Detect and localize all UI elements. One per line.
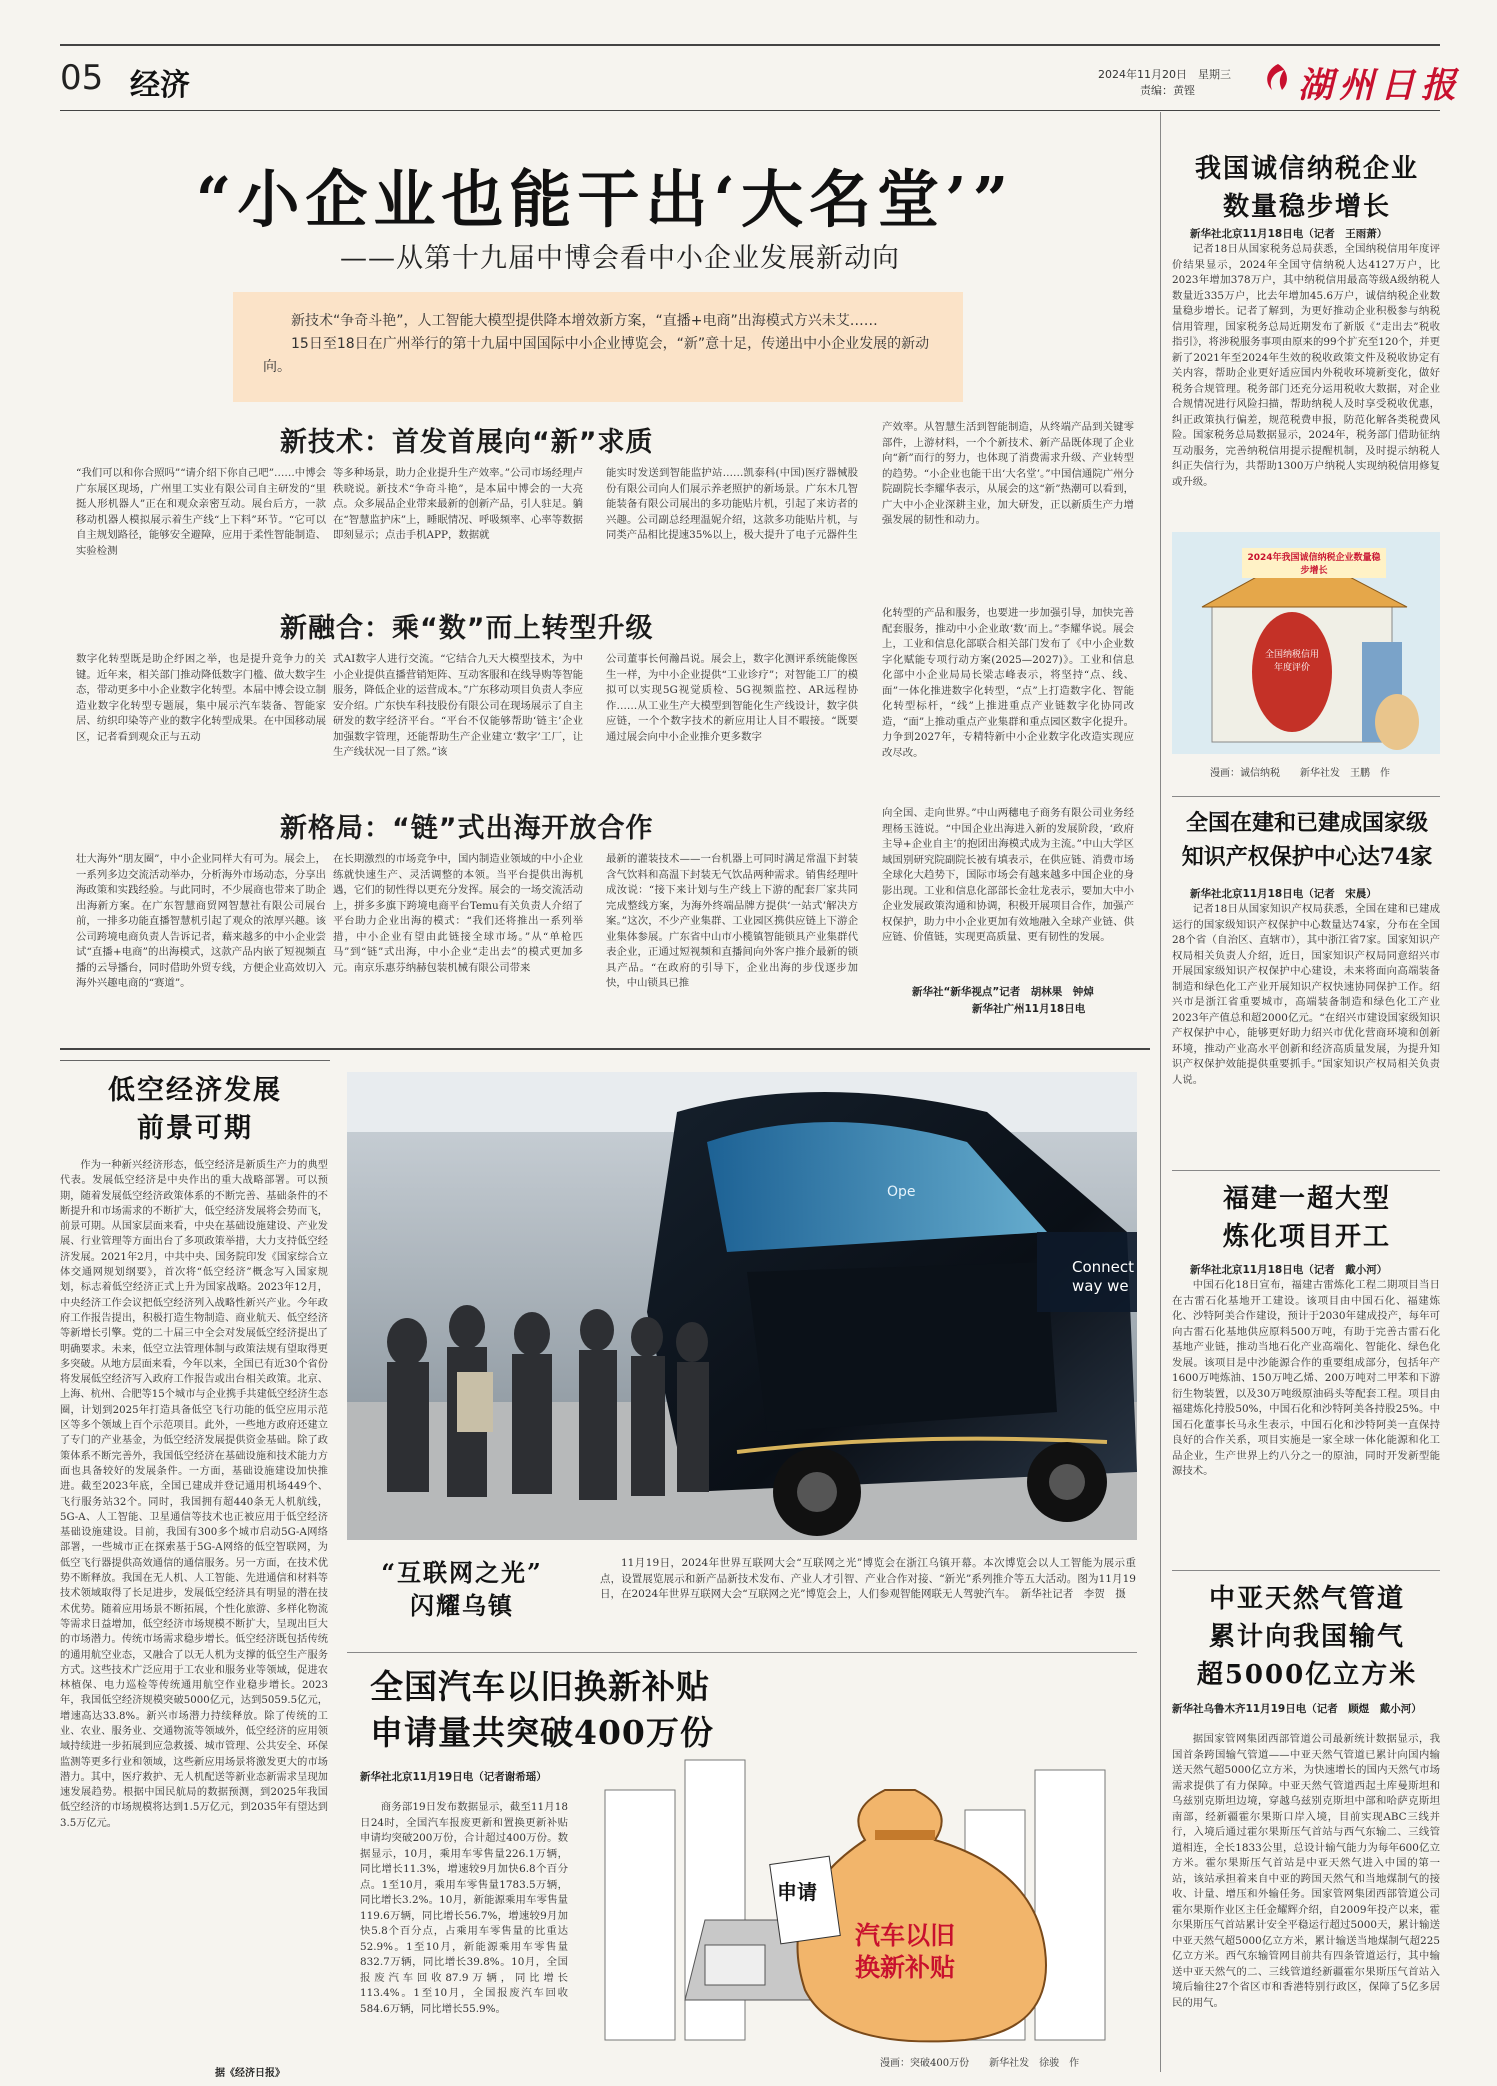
title-line: 中亚天然气管道 bbox=[1208, 1584, 1405, 1614]
title-line: 全国在建和已建成国家级 bbox=[1185, 810, 1428, 836]
section-heading: 新融合：乘“数”而上转型升级 bbox=[280, 613, 654, 644]
title-line: 炼化项目开工 bbox=[1222, 1222, 1391, 1252]
title-line: 我国诚信纳税企业 bbox=[1194, 154, 1419, 184]
article-column: 在长期激烈的市场竞争中，国内制造业领域的中小企业练就快速生产、灵活调整的本领。当平台提供出海机遇，它们的韧性得以更充分发挥。展会的一场交流活动上，拼多多旗下跨境电商平台Temu有关负责人介绍了平台助力企业出海的模式：“我们还将推出一系列举措，中小企业有望由此链接全球市场。”从“单枪匹马”到“链”式出海，中小企业“走出去”的模式更加多元。南京乐惠芬纳赫包装机械有限公司带来 bbox=[333, 853, 583, 974]
lead-dateline: 新华社广州11月18日电 bbox=[972, 1003, 1086, 1015]
gas-byline: 新华社乌鲁木齐11月19日电（记者 顾煜 戴小河） bbox=[1172, 1703, 1422, 1715]
lead-subtitle: ——从第十九届中博会看中小企业发展新动向 bbox=[340, 243, 900, 274]
cartoon-label bbox=[855, 1920, 955, 1984]
fujian-byline: 新华社北京11月18日电（记者 戴小河） bbox=[1190, 1264, 1388, 1276]
sidebar-divider bbox=[1160, 112, 1161, 2072]
title-line: 知识产权保护中心达74家 bbox=[1181, 844, 1433, 870]
auto-rule bbox=[347, 1652, 1137, 1653]
ip-rule bbox=[1172, 796, 1440, 797]
bus-screen-line: Connect bbox=[1072, 1258, 1135, 1276]
issue-date: 2024年11月20日 星期三 bbox=[1098, 68, 1231, 81]
title-line: 累计向我国输气 bbox=[1208, 1622, 1405, 1652]
money-bag-icon bbox=[585, 1750, 1135, 2050]
lead-byline: 新华社“新华视点”记者 胡林果 钟焯 bbox=[912, 986, 1094, 998]
lead-intro-box bbox=[233, 292, 963, 402]
tax-cartoon bbox=[1172, 532, 1440, 754]
fujian-rule bbox=[1172, 1170, 1440, 1171]
editor: 责编：黄铿 bbox=[1140, 84, 1195, 97]
low-altitude-rule bbox=[60, 1060, 330, 1061]
cartoon-label-line: 汽车以旧 bbox=[855, 1921, 956, 1950]
auto-title bbox=[370, 1664, 810, 1756]
gas-title bbox=[1172, 1580, 1442, 1694]
bus-brand: Ope bbox=[887, 1184, 916, 1200]
auto-body: 商务部19日发布数据显示，截至11月18日24时，全国汽车报废更新和置换更新补贴申请均突破200万份，合计超过400万份。数据显示，10月，乘用车零售量226.1万辆，同比增长11.3%，增速较9月加快6.8个百分点。1至10月，乘用车零售量1783.5万辆，同比增长3.2%。10月，新能源乘用车零售量119.6万辆，同比增长56.7%，增速较9月加快5.8个百分点，占乘用车零售量的比重达52.9%。1至10月，新能源乘用车零售量832.7万辆，同比增长39.8%。10月，全国报废汽车回收87.9万辆，同比增长113.4%。1至10月，全国报废汽车回收584.6万辆，同比增长55.9%。 bbox=[360, 1801, 568, 2015]
article-column: 向全国、走向世界。”中山两穗电子商务有限公司业务经理杨玉涟说。“中国企业出海进入新的发展阶段，‘政府主导+企业自主’的抱团出海模式成为主流。”中山大学区域国别研究院副院长被有填表示，在供应链、消费市场全球化大趋势下，国际市场会有越来越多中国企业的身影出现。工业和信息化部部长金壮龙表示，要加大中小企业发展政策沟通和协调，积极开展项目合作，加强产权保护，助力中小企业更加有效地融入全球产业链、供应链、价值链，实现更高质量、更有韧性的发展。 bbox=[882, 807, 1134, 943]
cartoon-label-line: 换新补贴 bbox=[855, 1953, 956, 1982]
lead-title: “小企业也能干出‘大名堂’” bbox=[195, 163, 1015, 236]
title-line: 数量稳步增长 bbox=[1222, 192, 1391, 222]
title-line: 低空经济发展 bbox=[108, 1075, 282, 1106]
low-altitude-source: 据《经济日报》 bbox=[215, 2068, 285, 2079]
ip-body: 记者18日从国家知识产权局获悉，全国在建和已建成运行的国家级知识产权保护中心数量达74家，分布在全国28个省（自治区、直辖市），其中浙江省7家。国家知识产权局相关负责人介绍，近日，国家知识产权局同意绍兴市开展国家级知识产权保护中心建设，未来将面向高端装备制造和绿色化工产业开展知识产权快速协同保护工作。绍兴市是浙江省重要城市，高端装备制造和绿色化工产业2023年产值总和超2000亿元。“在绍兴市建设国家级知识产权保护中心，能够更好助力绍兴市优化营商环境和创新环境，推动产业高水平创新和经济高质量发展，为提升知识产权保护效能提供重要抓手。”国家知识产权局相关负责人说。 bbox=[1172, 903, 1440, 1086]
cartoon-sign: 申请 bbox=[777, 1880, 817, 1904]
lead-bottom-rule bbox=[60, 1048, 1150, 1050]
title-line: 申请量共突破400万份 bbox=[370, 1713, 714, 1752]
ip-byline: 新华社北京11月18日电（记者 宋晨） bbox=[1190, 888, 1377, 900]
photo-scene bbox=[347, 1072, 1137, 1540]
tax-body: 记者18日从国家税务总局获悉，全国纳税信用年度评价结果显示，2024年全国守信纳税人达4127万户，比2023年增加378万户，其中纳税信用最高等级A级纳税人数量近335万户，比去年增加45.6万户，诚信纳税企业数量稳步增长。记者了解到，为更好推动企业积极参与纳税信用管理，国家税务总局近期发布了新版《“走出去”税收指引》，将涉税服务事项由原来的99个扩充至120个，并更新了2021年至2024年生效的税收政策文件及税收协定有关内容，帮助企业更好适应国内外税收环境新变化，做好税务合规管理。税务部门还充分运用税收大数据，对企业合规情况进行风险扫描，帮助纳税人及时享受税收优惠，纠正政策执行偏差，规范税费申报，防范化解各类税费风险。国家税务总局数据显示，2024年，税务部门借助征纳互动服务，完善纳税信用提示提醒机制，及时提示纳税人纠正失信行为，共帮助1300万户纳税人实现纳税信用修复或升级。 bbox=[1172, 243, 1440, 488]
lead-intro-paragraph: 15日至18日在广州举行的第十九届中国国际中小企业博览会，“新”意十足，传递出中小企业发展的新动向。 bbox=[263, 336, 930, 375]
article-column: 能实时发送到智能监护站……凯泰科(中国)医疗器械股份有限公司向人们展示养老照护的新场景。广东木几智能装备有限公司展出的多功能贴片机，引起了来访者的兴趣。公司副总经理温妮介绍，这款多功能贴片机，与同类产品相比提速35%以上，极大提升了电子元器件生 bbox=[606, 467, 858, 541]
auto-cartoon-credit: 漫画：突破400万份 新华社发 徐骏 作 bbox=[880, 2058, 1080, 2069]
masthead: 湖州日报 bbox=[1298, 65, 1463, 106]
title-line: 闪耀乌镇 bbox=[410, 1591, 514, 1620]
article-column: 壮大海外“朋友圈”，中小企业同样大有可为。展会上，一系列多边交流活动举办，分析海外市场动态，分享出海政策和实践经验。与此同时，不少展商也带来了助企出海新方案。在广东智慧商贸网智慧社有限公司展台前，一排多功能直播智慧机引起了观众的浓厚兴趣。该公司跨境电商负责人告诉记者，藉来越多的中小企业尝试“直播+电商”的出海模式，这款产品内嵌了短视频直播的云导播台，同时借助外贸专线，方便企业高效切入海外兴趣电商的“赛道”。 bbox=[76, 853, 326, 989]
title-line: 前景可期 bbox=[137, 1113, 253, 1144]
photo-title bbox=[347, 1556, 577, 1622]
section-name: 经济 bbox=[130, 68, 190, 103]
article-column: 公司董事长何瀚昌说。展会上，数字化测评系统能像医生一样，为中小企业提供“工业诊疗”；对智能工厂的模拟可以实现5G视觉质检、5G视频监控、AR远程协作……从工业生产大模型到智能化生产线设计，数字供应链，一个个数字技术的新应用让人目不暇接。“既要通过展会向中小企业推介更多数字 bbox=[606, 653, 858, 743]
gas-body: 据国家管网集团西部管道公司最新统计数据显示，我国首条跨国输气管道——中亚天然气管道已累计向国内输送天然气超5000亿立方米，为快速增长的国内天然气市场需求提供了有力保障。中亚天然气管道西起土库曼斯坦和乌兹别克斯坦边境，穿越乌兹别克斯坦中部和哈萨克斯坦南部，经新疆霍尔果斯口岸入境，目前实现ABC三线并行，入境后通过霍尔果斯压气首站与西气东输二、三线管道相连，全长1833公里，总设计输气能力为每年600亿立方米。霍尔果斯压气首站是中亚天然气进入中国的第一站，该站承担着来自中亚的跨国天然气和当地煤制气的接收、计量、增压和外输任务。国家管网集团西部管道公司霍尔果斯作业区主任金耀辉介绍，自2009年投产以来，霍尔果斯压气首站累计安全平稳运行超过5000天，累计输送中亚天然气超5000亿立方米，累计输送当地煤制气超225亿立方米。西气东输管网目前共有四条管道运行，其中输送中亚天然气的二、三线管道经新疆霍尔果斯压气首站入境后输往27个省区市和香港特别行政区，保障了5亿多居民的用气。 bbox=[1172, 1733, 1440, 2009]
section-heading: 新技术：首发首展向“新”求质 bbox=[280, 427, 654, 458]
article-column: 最新的灌装技术——一台机器上可同时满足常温下封装含气饮料和高温下封装无气饮品两种需求。销售经理叶成汝说：“接下来计划与生产线上下游的配套厂家共同完成整线方案，为海外终端品牌方提供‘一站式’解决方案。”这次，不少产业集群、工业园区携供应链上下游企业集体参展。广东省中山市小榄镇智能锁具产业集群代表企业，正通过短视频和直播间向外客户推介最新的锁具产品。“在政府的引导下，企业出海的步伐逐步加快，中山锁具已推 bbox=[606, 853, 858, 989]
fujian-body: 中国石化18日宣布，福建古雷炼化工程二期项目当日在古雷石化基地开工建设。该项目由中国石化、福建炼化、沙特阿美合作建设，预计于2030年建成投产，每年可向古雷石化基地供应原料500万吨，有助于完善古雷石化基地产业链，推动当地石化产业高端化、智能化、绿色化发展。该项目是中沙能源合作的重要组成部分，包括年产1600万吨炼油、150万吨乙烯、200万吨对二甲苯和下游衍生物装置，以及30万吨级原油码头等配套工程。项目由福建炼化持股50%，中国石化和沙特阿美各持股25%。中国石化董事长马永生表示，中国石化和沙特阿美一直保持良好的合作关系，项目实施是一家全球一体化能源和化工品企业，生产世界上约八分之一的原油，同时开发新型能源技术。 bbox=[1172, 1279, 1440, 1477]
ip-title bbox=[1172, 806, 1442, 874]
auto-byline: 新华社北京11月19日电（记者谢希瑶） bbox=[360, 1771, 547, 1783]
lead-intro-paragraph: 新技术“争奇斗艳”，人工智能大模型提供降本增效新方案，“直播+电商”出海模式方兴未艾…… bbox=[291, 313, 878, 329]
header-rule bbox=[60, 110, 1440, 111]
tax-cartoon-label: 全国纳税信用年度评价 bbox=[1264, 650, 1319, 673]
title-line: 福建一超大型 bbox=[1222, 1184, 1391, 1214]
tax-title bbox=[1172, 150, 1442, 226]
tax-cartoon-title: 2024年我国诚信纳税企业数量稳步增长 bbox=[1242, 548, 1386, 578]
fujian-title bbox=[1172, 1180, 1442, 1256]
tax-byline: 新华社北京11月18日电（记者 王雨萧） bbox=[1190, 228, 1388, 240]
low-altitude-body: 作为一种新兴经济形态，低空经济是新质生产力的典型代表。发展低空经济是中央作出的重大战略部署。可以预期，随着发展低空经济政策体系的不断完善、基础条件的不断提升和市场需求的不断扩大，低空经济发展将会势而飞，前景可期。从国家层面来看，中央在基础设施建设、产业发展、行业管理等方面出台了多项政策举措，大力支持低空经济发展。2021年2月，中共中央、国务院印发《国家综合立体交通网规划纲要》，首次将“低空经济”概念写入国家规划，标志着低空经济正式上升为国家战略。2023年12月，中央经济工作会议把低空经济列入战略性新兴产业。今年政府工作报告提出，积极打造生物制造、商业航天、低空经济等新增长引擎。党的二十届三中全会对发展低空经济提出了明确要求。未来，低空立法管理体制与政策法规有望取得更多突破。从地方层面来看，今年以来，全国已有近30个省份将发展低空经济写入政府工作报告或出台相关政策。北京、上海、杭州、合肥等15个城市与企业携手共建低空经济生态圈，计划到2025年打造具备低空飞行功能的低空应用示范区等多个领域上百个示范项目。此外，一些地方政府还建立了专门的产业基金，为低空经济发展提供资金基础。除了政策体系不断完善外，我国低空经济在基础设施和技术能力方面也具备较好的发展条件。一方面，基础设施建设加快推进。截至2023年底，全国已建成并登记通用机场449个、飞行服务站32个。同时，我国拥有超440条无人机航线，5G-A、人工智能、卫星通信等技术也正被应用于低空经济基础设施建设。目前，我国有300多个城市启动5G-A网络部署，一些城市正在探索基于5G-A网络的低空智联网，为低空飞行器提供高效通信的通信服务。另一方面，在技术优势不断释放。我国在无人机、人工智能、先进通信和材料等技术领域取得了长足进步，发展低空经济具有明显的潜在技术优势。随着应用场景不断拓展，个性化旅游、多样化物流等需求日益增加，低空经济市场规模不断扩大，呈现出巨大的市场潜力。传统市场需求稳步增长。低空经济既包括传统的通用航空业态，又融合了以无人机为支撑的低空生产服务方式。这些技术广泛应用于工农业和服务业等领域，促进农林植保、电力巡检等传统通用航空作业稳步增长。2023年，我国低空经济规模突破5000亿元，达到5059.5亿元，增速高达33.8%。新兴市场潜力持续释放。除了传统的工业、农业、服务业、交通物流等领域外，低空经济的应用领域持续进一步拓展到应急救援、城市管理、公共安全、环保监测等更多行业和领域，这些新应用场景将激发更大的市场潜力。其中，医疗救护、无人机配送等新业态新需求呈现加速发展趋势。根据中国民航局的数据预测，到2025年我国低空经济的市场规模将达到1.5万亿元，到2035年有望达到3.5万亿元。 bbox=[60, 1160, 328, 1829]
title-line: “互联网之光” bbox=[381, 1558, 543, 1587]
title-line: 超5000亿立方米 bbox=[1196, 1660, 1418, 1690]
auto-cartoon bbox=[585, 1750, 1135, 2050]
article-column: 化转型的产品和服务，也要进一步加强引导，加快完善配套服务，推动中小企业敢‘数’而上。”李耀华说。展会上，工业和信息化部联合相关部门发布了《中小企业数字化赋能专项行动方案(2025—2027)》。工业和信息化部中小企业局局长梁志峰表示，将坚持“点、线、面”一体化推进数字化转型，“点”上打造数字化、智能化转型标杆，“线”上推进重点产业链数字化协同改造，“面”上推动重点产业集群和重点园区数字化提升。力争到2027年，专精特新中小企业数字化改造实现应改尽改。 bbox=[882, 607, 1134, 759]
tax-cartoon-credit: 漫画：诚信纳税 新华社发 王鹏 作 bbox=[1210, 768, 1390, 779]
title-line: 全国汽车以旧换新补贴 bbox=[370, 1667, 710, 1706]
top-rule bbox=[60, 44, 1440, 46]
article-column: 式AI数字人进行交流。“它结合九天大模型技术，为中小企业提供直播营销矩阵、互动客服和在线导购等智能服务，降低企业的运营成本。”广东移动项目负责人李应安介绍。广东快车科技股份有限公司在现场展示了自主研发的数字经济平台。“平台不仅能够帮助‘链主’企业加强数字管理，还能帮助生产企业建立‘数字’工厂，让生产线状况一目了然。”该 bbox=[333, 653, 583, 758]
bus-screen-text bbox=[1072, 1258, 1134, 1296]
news-photo bbox=[347, 1072, 1137, 1540]
article-column: 数字化转型既是助企纾困之举，也是提升竞争力的关键。近年来，相关部门推动降低数字门槛、做大数字生态，带动更多中小企业数字化转型。本届中博会设立制造业数字化转型专题展，集中展示汽车装备、智能家居、纺织印染等产业的数字化转型成果。在中国移动展区，记者看到观众正与五动 bbox=[76, 653, 326, 743]
article-column: 产效率。从智慧生活到智能制造，从终端产品到关键零部件，上游材料，一个个新技术、新产品既体现了企业向“新”而行的努力，也体现了消费需求升级、产业转型的趋势。“小企业也能干出‘大名堂’。”中国信通院广州分院副院长李耀华表示，从展会的这“新”热潮可以看到，广大中小企业深耕主业，加大研发，正以新质生产力增强发展的韧性和动力。 bbox=[882, 421, 1134, 526]
masthead-logo-icon bbox=[1262, 62, 1292, 92]
gas-rule bbox=[1172, 1570, 1440, 1571]
photo-caption: 11月19日，2024年世界互联网大会“互联网之光”博览会在浙江乌镇开幕。本次博览会以人工智能为展示重点，设置展览展示和新产品新技术发布、产业人才引智、产业合作对接、“新光”系列推介等五大活动。图为11月19日，在2024年世界互联网大会“互联网之光”博览会上，人们参观智能网联无人驾驶汽车。 新华社记者 李贺 摄 bbox=[600, 1557, 1136, 1600]
article-column: “我们可以和你合照吗”“请介绍下你自己吧”……中博会广东展区现场，广州里工实业有限公司自主研发的“里挺人形机器人”正在和观众亲密互动。展台后方，一款移动机器人模拟展示着生产线“上下料”环节。“它可以自主规划路径，能够安全避障，应用于柔性智能制造、实验检测 bbox=[76, 467, 326, 557]
page-number: 05 bbox=[60, 58, 104, 98]
low-altitude-title bbox=[60, 1072, 330, 1148]
article-column: 等多种场景，助力企业提升生产效率。”公司市场经理卢秩晓说。新技术“争奇斗艳”，是本届中博会的一大亮点。众多展品企业带来最新的创新产品，引人驻足。躺在“智慧监护床”上，睡眠情况、呼吸频率、心率等数据即刻显示；点击手机APP，数据就 bbox=[333, 467, 583, 541]
bus-screen-line: way we bbox=[1072, 1277, 1129, 1295]
section-heading: 新格局：“链”式出海开放合作 bbox=[280, 813, 654, 844]
